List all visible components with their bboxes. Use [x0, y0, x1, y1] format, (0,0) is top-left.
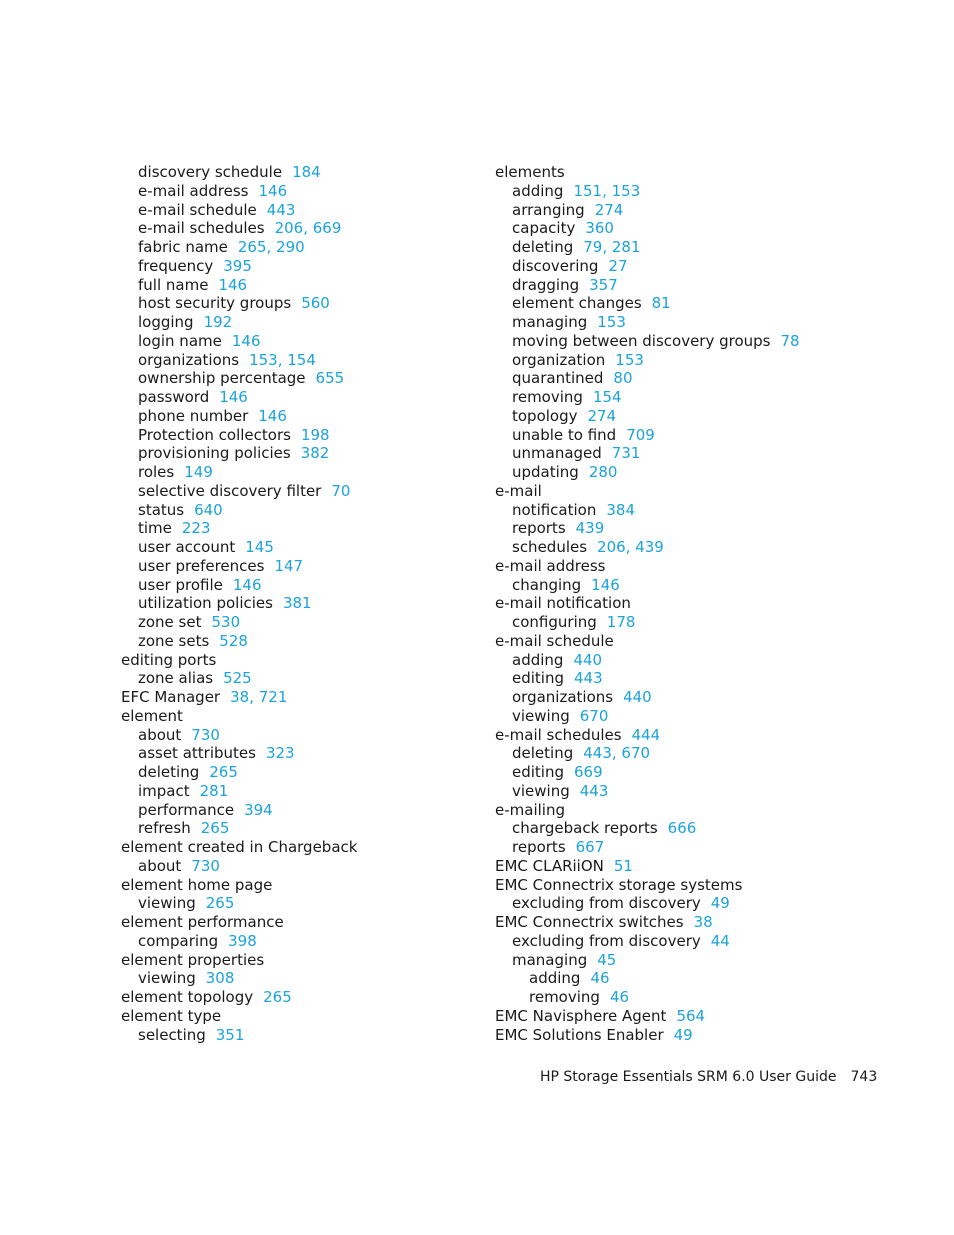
index-entry: [495, 876, 800, 895]
index-entry: [495, 782, 800, 801]
index-entry: [121, 501, 357, 520]
index-term: editing: [512, 763, 564, 781]
index-term: discovering: [512, 256, 599, 275]
index-entry: [121, 238, 357, 257]
index-term: viewing: [138, 894, 196, 913]
index-entry: [495, 276, 800, 295]
index-entry: [121, 463, 357, 482]
index-term: e-mail: [495, 481, 542, 500]
index-column-left: [121, 163, 357, 1044]
index-entry: [495, 201, 800, 220]
index-entry: [495, 444, 800, 463]
index-term: about: [138, 856, 182, 875]
index-term: time: [138, 519, 172, 538]
index-term: roles: [138, 463, 175, 481]
index-term: discovery schedule: [138, 163, 283, 181]
index-term: about: [138, 725, 182, 744]
index-term: selective discovery filter: [138, 481, 322, 500]
index-page-refs[interactable]: 528: [219, 631, 248, 650]
index-page-refs[interactable]: 265: [200, 819, 230, 838]
index-entry: [495, 407, 800, 426]
index-page-refs[interactable]: 640: [194, 500, 223, 519]
index-term: zone set: [138, 613, 202, 631]
index-entry: [495, 688, 800, 707]
index-entry: [495, 744, 800, 763]
index-term: reports: [512, 519, 566, 538]
index-entry: [121, 726, 357, 745]
index-page-refs[interactable]: 265, 290: [237, 238, 305, 256]
index-term: performance: [138, 800, 235, 819]
index-page-refs[interactable]: 730: [191, 856, 220, 875]
index-entry: [121, 632, 357, 651]
index-term: updating: [512, 463, 579, 481]
index-entry: [121, 482, 357, 501]
index-entry: [121, 426, 357, 445]
index-page-refs[interactable]: 667: [575, 838, 605, 856]
index-page-refs[interactable]: 146: [258, 181, 288, 200]
index-page-refs[interactable]: 49: [673, 1025, 693, 1044]
index-entry: [121, 351, 357, 370]
index-entry: [121, 332, 357, 351]
index-entry: [495, 894, 800, 913]
index-entry: [495, 182, 800, 201]
index-entry: [495, 1007, 800, 1026]
index-entry: [495, 426, 800, 445]
index-term: viewing: [512, 706, 570, 725]
index-page-refs[interactable]: 51: [613, 856, 633, 875]
index-entry: [121, 819, 357, 838]
index-term: topology: [512, 406, 578, 425]
index-term: element changes: [512, 294, 642, 313]
index-entry: [121, 838, 357, 857]
index-term: EMC Navisphere Agent: [495, 1006, 667, 1025]
index-entry: [121, 1026, 357, 1045]
index-term: e-mail schedules: [495, 725, 622, 744]
index-page-refs[interactable]: 146: [232, 575, 262, 594]
index-entry: [121, 669, 357, 688]
index-page-refs[interactable]: 731: [611, 444, 641, 463]
index-term: viewing: [138, 969, 196, 988]
index-page-refs[interactable]: 382: [300, 444, 330, 463]
index-entry: [121, 932, 357, 951]
index-entry: [495, 388, 800, 407]
index-term: element type: [121, 1006, 222, 1025]
index-term: utilization policies: [138, 594, 273, 613]
index-page-refs[interactable]: 440: [623, 688, 652, 706]
index-entry: [495, 219, 800, 238]
index-page-refs[interactable]: 146: [231, 331, 261, 350]
index-term: editing ports: [121, 650, 217, 669]
index-page-refs[interactable]: 178: [606, 613, 636, 631]
index-page-refs[interactable]: 381: [282, 594, 312, 613]
index-entry: [495, 294, 800, 313]
index-entry: [121, 294, 357, 313]
index-term: status: [138, 500, 185, 519]
index-entry: [121, 257, 357, 276]
index-entry: [121, 988, 357, 1007]
index-entry: [495, 932, 800, 951]
index-entry: [121, 801, 357, 820]
index-page-refs[interactable]: 709: [626, 425, 655, 444]
index-page-refs[interactable]: 146: [219, 388, 248, 406]
index-page-refs[interactable]: 655: [315, 369, 345, 388]
page-footer: [540, 1067, 877, 1087]
index-page-refs[interactable]: 525: [223, 669, 252, 688]
index-term: EFC Manager: [121, 688, 221, 706]
index-entry: [121, 688, 357, 707]
index-page-refs[interactable]: 80: [613, 369, 633, 388]
index-term: changing: [512, 575, 582, 594]
index-entry: [495, 557, 800, 576]
index-page-refs[interactable]: 27: [608, 256, 628, 275]
index-page-refs[interactable]: 44: [710, 931, 730, 950]
index-column-right: [495, 163, 800, 1044]
index-entry: [495, 369, 800, 388]
index-page-refs[interactable]: 153: [597, 313, 626, 331]
index-entry: [495, 857, 800, 876]
index-term: selecting: [138, 1025, 206, 1044]
index-term: reports: [512, 838, 566, 856]
index-page-refs[interactable]: 153: [615, 350, 644, 369]
index-entry: [121, 519, 357, 538]
index-page-refs[interactable]: 440: [573, 650, 603, 669]
index-page-refs[interactable]: 146: [258, 406, 287, 425]
index-entry: [121, 707, 357, 726]
index-entry: [121, 182, 357, 201]
index-page-refs[interactable]: 274: [587, 406, 617, 425]
index-page-refs[interactable]: 192: [203, 313, 233, 331]
index-entry: [495, 501, 800, 520]
index-entry: [495, 613, 800, 632]
index-term: organization: [512, 350, 606, 369]
index-page-refs[interactable]: 146: [218, 275, 248, 294]
index-term: schedules: [512, 538, 588, 556]
index-entry: [121, 763, 357, 782]
index-term: login name: [138, 331, 222, 350]
index-page-refs[interactable]: 666: [667, 819, 697, 838]
index-entry: [495, 632, 800, 651]
index-page-refs[interactable]: 265: [209, 763, 238, 781]
index-entry: [495, 576, 800, 595]
index-term: e-mail schedule: [495, 631, 614, 650]
index-entry: [495, 819, 800, 838]
index-entry: [121, 613, 357, 632]
index-page-refs[interactable]: 147: [274, 556, 304, 575]
index-entry: [121, 369, 357, 388]
index-entry: [495, 313, 800, 332]
index-page-refs[interactable]: 443: [579, 781, 609, 800]
index-term: EMC Connectrix storage systems: [495, 875, 743, 894]
index-page-refs[interactable]: 149: [184, 463, 213, 481]
index-entry: [495, 519, 800, 538]
index-term: element performance: [121, 913, 284, 931]
index-entry: [495, 351, 800, 370]
index-entry: [495, 669, 800, 688]
index-term: frequency: [138, 256, 214, 275]
index-page-refs[interactable]: 38: [693, 913, 713, 931]
index-entry: [495, 913, 800, 932]
index-term: e-mailing: [495, 800, 565, 819]
index-entry: [121, 163, 357, 182]
index-term: adding: [512, 650, 564, 669]
index-page-refs[interactable]: 669: [574, 763, 603, 781]
index-term: password: [138, 388, 210, 406]
index-page-refs[interactable]: 360: [585, 219, 614, 238]
index-term: moving between discovery groups: [512, 331, 771, 350]
index-page-refs[interactable]: 384: [606, 500, 635, 519]
index-page-refs[interactable]: 206, 439: [597, 538, 664, 556]
index-term: managing: [512, 950, 588, 969]
index-term: impact: [138, 781, 190, 800]
index-entry: [121, 219, 357, 238]
index-term: ownership percentage: [138, 369, 306, 388]
index-page-refs[interactable]: 78: [780, 331, 800, 350]
index-term: deleting: [512, 238, 574, 256]
index-page-refs[interactable]: 184: [292, 163, 321, 181]
index-term: capacity: [512, 219, 576, 238]
index-term: provisioning policies: [138, 444, 291, 463]
index-entry: [495, 1026, 800, 1045]
index-term: EMC Solutions Enabler: [495, 1025, 664, 1044]
index-entry: [121, 857, 357, 876]
index-entry: [121, 407, 357, 426]
index-term: fabric name: [138, 238, 228, 256]
index-page-refs[interactable]: 151, 153: [573, 181, 641, 200]
index-page-refs[interactable]: 45: [597, 950, 617, 969]
index-entry: [495, 651, 800, 670]
index-term: editing: [512, 669, 564, 688]
index-term: organizations: [512, 688, 614, 706]
index-term: excluding from discovery: [512, 894, 701, 913]
index-term: full name: [138, 275, 209, 294]
index-entry: [121, 951, 357, 970]
index-entry: [121, 969, 357, 988]
index-term: removing: [512, 388, 583, 406]
index-term: asset attributes: [138, 744, 256, 763]
index-entry: [495, 707, 800, 726]
index-term: element topology: [121, 988, 254, 1006]
index-term: dragging: [512, 275, 580, 294]
index-term: e-mail notification: [495, 594, 631, 613]
index-entry: [495, 332, 800, 351]
index-entry: [121, 444, 357, 463]
index-entry: [495, 951, 800, 970]
index-term: Protection collectors: [138, 425, 291, 444]
index-entry: [121, 576, 357, 595]
index-entry: [121, 201, 357, 220]
index-term: adding: [512, 181, 564, 200]
index-entry: [121, 876, 357, 895]
index-page-refs[interactable]: 530: [211, 613, 241, 631]
index-page-refs[interactable]: 46: [590, 969, 610, 988]
index-term: element created in Chargeback: [121, 838, 358, 856]
index-entry: [121, 276, 357, 295]
index-entry: [495, 594, 800, 613]
index-entry: [495, 238, 800, 257]
index-page-refs[interactable]: 398: [228, 931, 257, 950]
index-page-refs[interactable]: 38, 721: [230, 688, 288, 706]
index-term: configuring: [512, 613, 597, 631]
index-page-refs[interactable]: 395: [223, 256, 252, 275]
index-entry: [495, 988, 800, 1007]
index-page-refs[interactable]: 280: [588, 463, 618, 481]
index-page-refs[interactable]: 81: [651, 294, 671, 313]
footer-page-number: 743: [850, 1069, 878, 1085]
index-term: user profile: [138, 575, 223, 594]
footer-title: HP Storage Essentials SRM 6.0 User Guide: [540, 1069, 837, 1085]
index-page-refs[interactable]: 308: [205, 969, 235, 988]
index-entry: [495, 463, 800, 482]
index-page-refs[interactable]: 443, 670: [583, 744, 651, 763]
index-term: deleting: [512, 744, 574, 763]
index-entry: [495, 257, 800, 276]
index-term: elements: [495, 163, 565, 181]
index-page-refs[interactable]: 49: [710, 894, 730, 913]
index-entry: [121, 313, 357, 332]
index-page-refs[interactable]: 265: [205, 894, 235, 913]
index-page-refs[interactable]: 730: [191, 725, 220, 744]
index-term: EMC CLARiiON: [495, 856, 604, 875]
index-term: phone number: [138, 406, 249, 425]
index-entry: [121, 651, 357, 670]
index-page-refs[interactable]: 443: [574, 669, 603, 688]
index-term: refresh: [138, 819, 191, 838]
index-page-refs[interactable]: 444: [631, 725, 661, 744]
index-page-refs[interactable]: 223: [181, 519, 211, 538]
index-page-refs[interactable]: 351: [215, 1025, 245, 1044]
index-entry: [121, 557, 357, 576]
index-term: user preferences: [138, 556, 265, 575]
index-term: chargeback reports: [512, 819, 658, 838]
index-term: excluding from discovery: [512, 931, 701, 950]
index-page-refs[interactable]: 670: [579, 706, 609, 725]
index-entry: [495, 163, 800, 182]
index-page-refs[interactable]: 146: [591, 575, 620, 594]
index-term: element: [121, 706, 183, 725]
index-term: element properties: [121, 950, 265, 969]
index-entry: [121, 538, 357, 557]
index-term: unable to find: [512, 425, 617, 444]
index-entry: [495, 538, 800, 557]
index-term: EMC Connectrix switches: [495, 913, 684, 931]
index-page-refs[interactable]: 394: [244, 800, 273, 819]
index-term: element home page: [121, 875, 273, 894]
index-page-refs[interactable]: 443: [266, 200, 296, 219]
index-term: adding: [529, 969, 581, 988]
index-page-refs[interactable]: 274: [594, 200, 624, 219]
index-entry: [121, 913, 357, 932]
index-term: e-mail schedule: [138, 200, 257, 219]
index-term: user account: [138, 538, 236, 556]
index-term: notification: [512, 500, 597, 519]
index-page-refs[interactable]: 560: [301, 294, 330, 313]
index-page-refs[interactable]: 357: [589, 275, 618, 294]
index-entry: [495, 838, 800, 857]
index-term: deleting: [138, 763, 200, 781]
index-page-refs[interactable]: 439: [575, 519, 605, 538]
index-entry: [121, 744, 357, 763]
index-entry: [121, 1007, 357, 1026]
index-term: managing: [512, 313, 588, 331]
index-term: e-mail schedules: [138, 219, 265, 238]
index-term: arranging: [512, 200, 585, 219]
index-page-refs[interactable]: 145: [245, 538, 274, 556]
index-entry: [121, 894, 357, 913]
index-entry: [121, 594, 357, 613]
index-term: zone alias: [138, 669, 214, 688]
index-term: viewing: [512, 781, 570, 800]
index-entry: [495, 726, 800, 745]
index-term: e-mail address: [138, 181, 249, 200]
index-page-refs[interactable]: 70: [331, 481, 351, 500]
index-term: comparing: [138, 931, 219, 950]
index-entry: [495, 801, 800, 820]
index-term: quarantined: [512, 369, 604, 388]
index-page-refs[interactable]: 265: [263, 988, 292, 1006]
index-page-refs[interactable]: 564: [676, 1006, 706, 1025]
index-page-refs[interactable]: 46: [609, 988, 630, 1006]
index-page-refs[interactable]: 154: [592, 388, 622, 406]
index-page-refs[interactable]: 281: [199, 781, 229, 800]
index-entry: [121, 782, 357, 801]
index-term: e-mail address: [495, 556, 606, 575]
index-page-refs[interactable]: 153, 154: [249, 350, 316, 369]
index-term: unmanaged: [512, 444, 602, 463]
index-page-refs[interactable]: 323: [265, 744, 295, 763]
index-page-refs[interactable]: 79, 281: [583, 238, 641, 256]
index-entry: [495, 482, 800, 501]
index-entry: [495, 969, 800, 988]
index-term: host security groups: [138, 294, 292, 313]
index-term: organizations: [138, 350, 240, 369]
index-term: removing: [529, 988, 600, 1006]
index-page-refs[interactable]: 198: [300, 425, 330, 444]
index-term: logging: [138, 313, 194, 331]
index-term: zone sets: [138, 631, 210, 650]
index-entry: [495, 763, 800, 782]
index-entry: [121, 388, 357, 407]
index-page-refs[interactable]: 206, 669: [274, 219, 342, 238]
